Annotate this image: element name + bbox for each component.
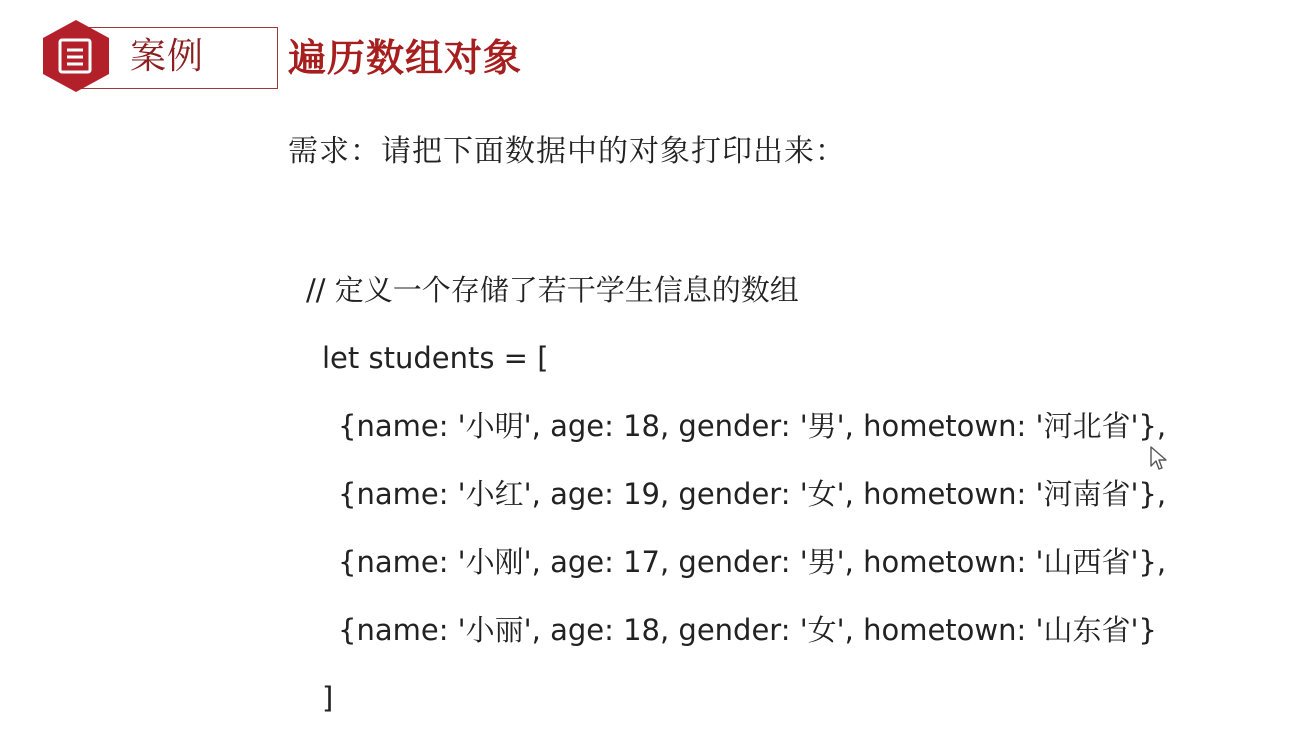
code-row-student: {name: '小红', age: 19, gender: '女', hometown: '河南省'}, (338, 477, 1167, 511)
case-badge-label: 案例 (130, 36, 205, 77)
code-row-student: {name: '小丽', age: 18, gender: '女', hometown: '山东省'} (338, 613, 1157, 647)
page-title: 遍历数组对象 (288, 36, 523, 80)
code-array-open: let students = [ (322, 341, 549, 375)
code-comment: // 定义一个存储了若干学生信息的数组 (306, 273, 799, 307)
mouse-pointer-icon (1150, 446, 1168, 472)
requirement-text: 需求：请把下面数据中的对象打印出来： (288, 134, 846, 169)
code-row-student: {name: '小明', age: 18, gender: '男', hometown: '河北省'}, (338, 409, 1167, 443)
document-icon (38, 18, 114, 94)
case-badge (38, 18, 244, 94)
code-row-student: {name: '小刚', age: 17, gender: '男', hometown: '山西省'}, (338, 545, 1167, 579)
code-array-close: ] (322, 681, 334, 715)
